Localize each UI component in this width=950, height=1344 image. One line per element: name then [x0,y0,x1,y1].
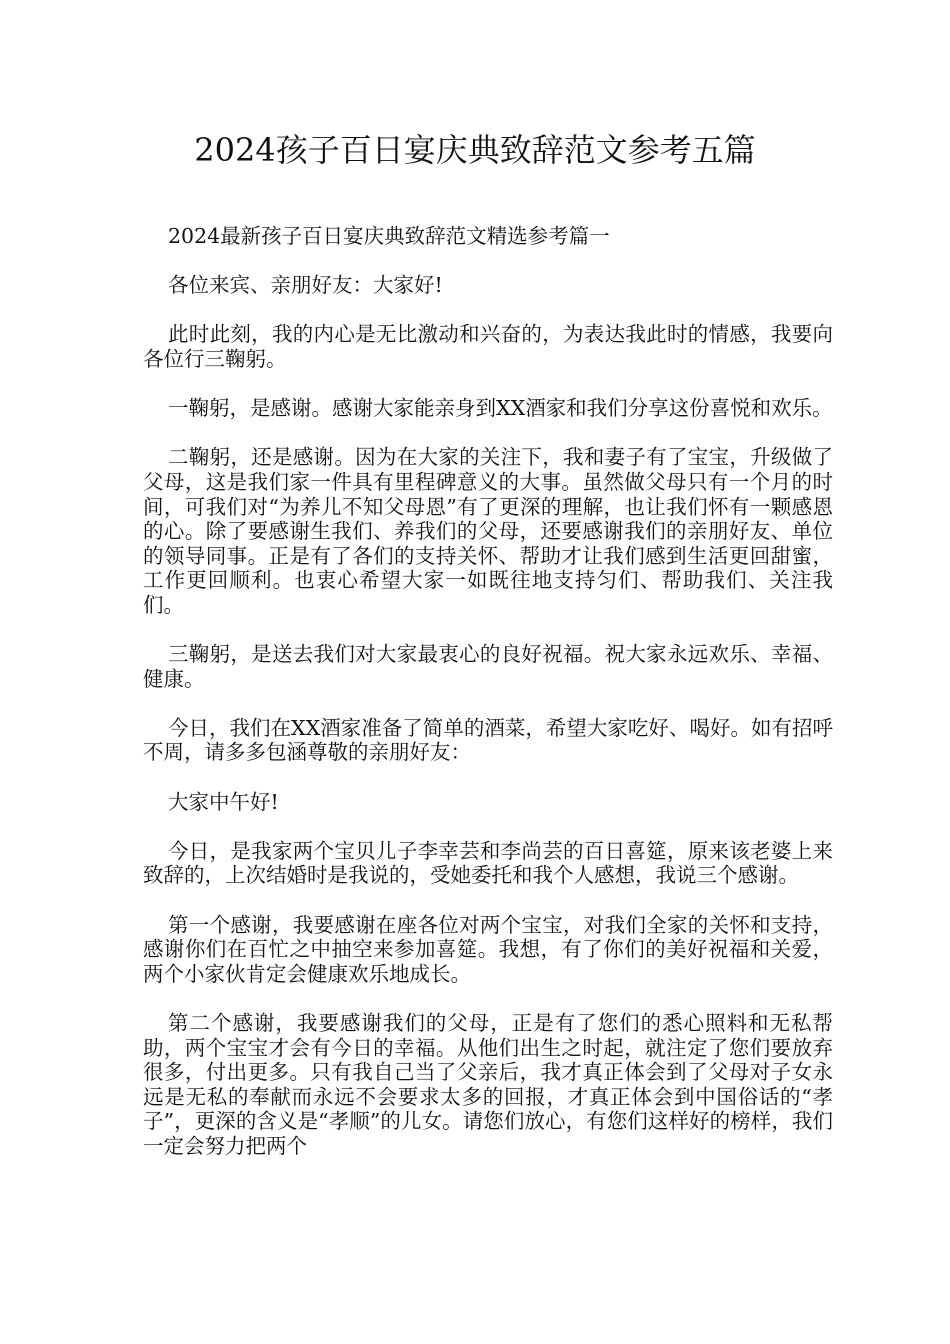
paragraph: 今日，是我家两个宝贝儿子李幸芸和李尚芸的百日喜筵，原来该老婆上来致辞的，上次结婚时是我说的，受她委托和我个人感想，我说三个感谢。 [143,838,833,888]
document-body [143,224,833,1183]
paragraph-greeting: 各位来宾、亲朋好友：大家好! [168,273,443,298]
paragraph: 此时此刻，我的内心是无比激动和兴奋的，为表达我此时的情感，我要向各位行三鞠躬。 [143,322,833,371]
paragraph: 第一个感谢，我要感谢在座各位对两个宝宝，对我们全家的关怀和支持，感谢你们在百忙之中抽空来参加喜筵。我想，有了你们的美好祝福和关爱，两个小家伙肯定会健康欢乐地成长。 [143,912,833,986]
paragraph-greeting: 大家中午好! [168,789,279,814]
paragraph: 今日，我们在XX酒家准备了简单的酒菜，希望大家吃好、喝好。如有招呼不周，请多多包涵尊敬的亲朋好友： [143,715,833,765]
section-heading: 2024最新孩子百日宴庆典致辞范文精选参考篇一 [168,224,610,248]
document-title: 2024孩子百日宴庆典致辞范文参考五篇 [194,131,756,169]
paragraph: 一鞠躬，是感谢。感谢大家能亲身到XX酒家和我们分享这份喜悦和欢乐。 [168,396,833,421]
paragraph: 第二个感谢，我要感谢我们的父母，正是有了您们的悉心照料和无私帮助，两个宝宝才会有今日的幸福。从他们出生之时起，就注定了您们要放弃很多，付出更多。只有我自己当了父亲后，我才真正体会到了父母对子女永远是无私的奉献而永远不会要求太多的回报，才真正体会到中国俗话的“孝子”，更深的含义是“孝顺”的儿女。请您们放心，有您们这样好的榜样，我们一定会努力把两个 [143,1011,833,1158]
paragraph: 二鞠躬，还是感谢。因为在大家的关注下，我和妻子有了宝宝，升级做了父母，这是我们家一件具有里程碑意义的大事。虽然做父母只有一个月的时间，可我们对“为养儿不知父母恩”有了更深的理解，也让我们怀有一颗感恩的心。除了要感谢生我们、养我们的父母，还要感谢我们的亲朋好友、单位的领导同事。正是有了各们的支持关怀、帮助才让我们感到生活更回甜蜜，工作更回顺利。也衷心希望大家一如既往地支持匀们、帮助我们、关注我们。 [143,445,833,617]
paragraph: 三鞠躬，是送去我们对大家最衷心的良好祝福。祝大家永远欢乐、幸福、健康。 [143,642,833,691]
